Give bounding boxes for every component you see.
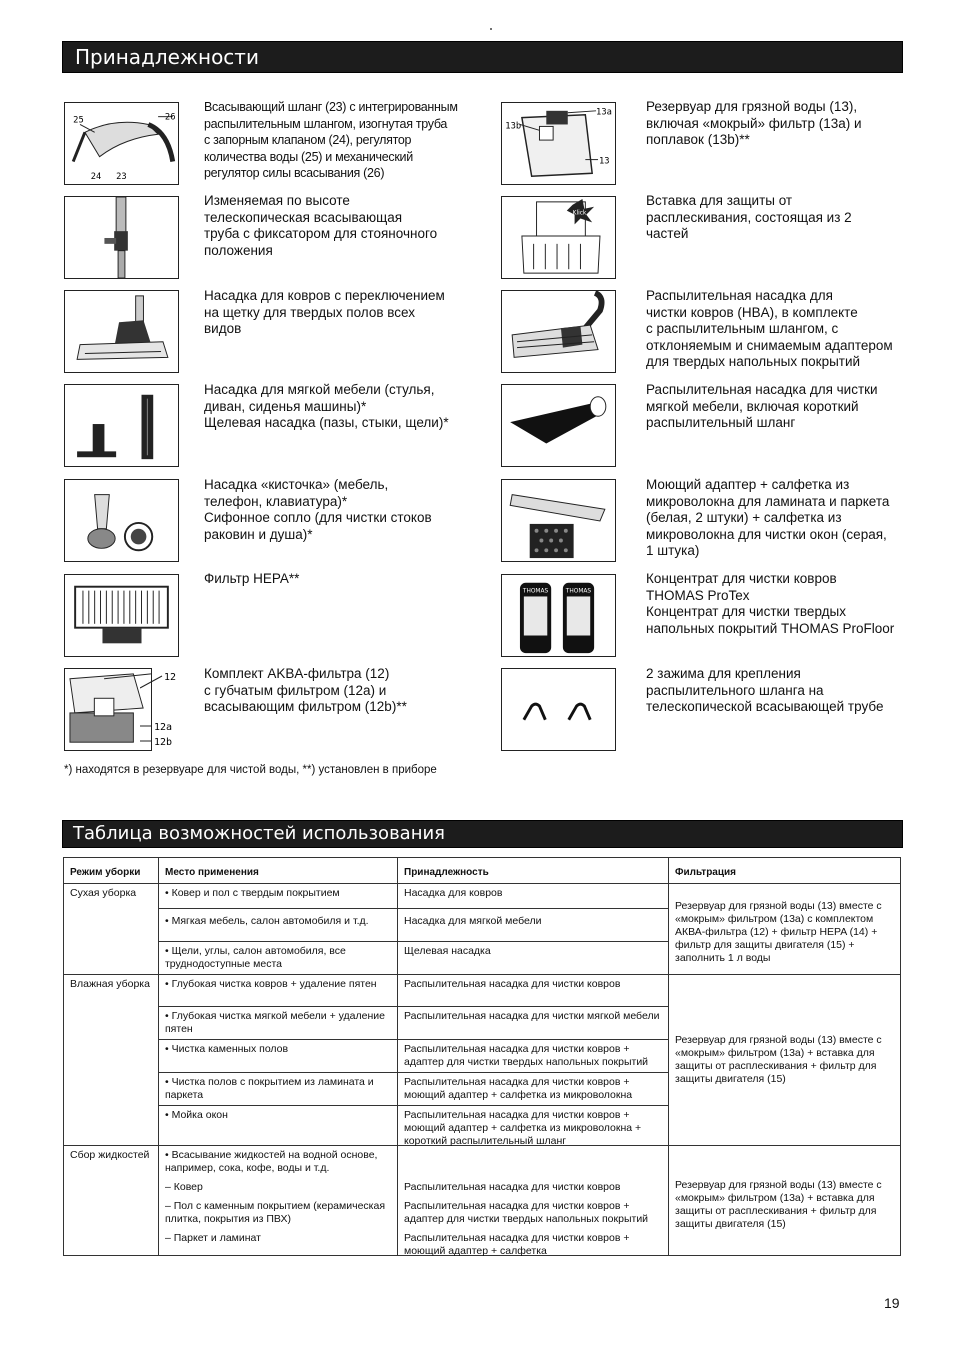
table-row-liquid	[64, 1146, 901, 1256]
list-item: Распылительная насадка для чистки ковров + адаптер для чистки твердых напольных покрытий	[404, 1200, 649, 1225]
list-item: • Чистка полов с покрытием из ламината и паркета	[159, 1072, 397, 1105]
desc-upholstery-nozzle: Насадка для мягкой мебели (стулья, диван, сиденья машины)* Щелевая насадка (пазы, стыки, щели)*	[204, 382, 449, 430]
label-26: 26	[164, 112, 176, 123]
list-item: – Ковер	[165, 1181, 203, 1193]
table-row-wet	[64, 975, 901, 1146]
telescopic-tube-illustration	[64, 196, 179, 279]
label-thomas-1: THOMAS	[522, 588, 549, 595]
splash-guard-insert-illustration	[501, 196, 616, 279]
accessories-liquid	[398, 1146, 669, 1256]
hepa-filter-illustration	[64, 574, 179, 657]
upholstery-crevice-nozzle-illustration	[64, 384, 179, 467]
places-wet	[159, 975, 398, 1146]
list-item: Распылительная насадка для чистки мягкой мебели	[398, 1006, 668, 1039]
list-item: Распылительная насадка для чистки ковров + моющий адаптер + салфетка из микроволокна	[398, 1072, 668, 1105]
desc-hose-clips: 2 зажима для крепления распылительного шланга на телескопической всасывающей трубе	[646, 666, 884, 714]
aqua-filter-set-illustration	[64, 668, 152, 751]
accessories-dry	[398, 884, 669, 975]
label-13a: 13a	[596, 107, 612, 118]
hose-illustration	[64, 102, 179, 185]
label-thomas-2: THOMAS	[565, 588, 592, 595]
aqua-filter-labels	[140, 668, 190, 752]
accessories-wet	[398, 975, 669, 1146]
list-item: Распылительная насадка для чистки ковров + моющий адаптер + салфетка	[404, 1232, 630, 1257]
desc-hose: Всасывающий шланг (23) с интегрированным распылительным шлангом, изогнутая труба с запорным клапаном (24), регулятор количества воды (25) и механический регулятор силы всасывания (26)	[204, 100, 458, 180]
label-13: 13	[599, 156, 610, 167]
list-item: Распылительная насадка для чистки ковров + адаптер для чистки твердых напольных покрытий	[398, 1039, 668, 1072]
places-dry	[159, 884, 398, 975]
desc-spray-carpet-nozzle: Распылительная насадка для чистки ковров (HBA), в комплекте с распылительным шлангом, с отклоняемым и снимаемым адаптером для твердых напольных покрытий	[646, 288, 893, 369]
desc-telescopic-tube: Изменяемая по высоте телескопическая всасывающая труба с фиксатором для стояночного положения	[204, 193, 438, 258]
page-number: 19	[884, 1295, 900, 1311]
desc-aqua-filter: Комплект AKBA-фильтра (12) с губчатым фильтром (12a) и всасывающим фильтром (12b)**	[204, 666, 407, 714]
label-25: 25	[73, 115, 84, 126]
list-item: Насадка для ковров	[404, 887, 503, 899]
label-12b: 12b	[154, 737, 173, 748]
header-filtration: Фильтрация	[669, 858, 901, 884]
list-item: • Щели, углы, салон автомобиля, все труднодоступные места	[159, 941, 397, 974]
label-23: 23	[116, 172, 127, 183]
header-accessory: Принадлежность	[398, 858, 669, 884]
list-item: • Глубокая чистка мягкой мебели + удаление пятен	[159, 1006, 397, 1039]
places-liquid	[159, 1146, 398, 1256]
section-header-accessories	[62, 41, 903, 73]
washing-adapter-illustration	[501, 479, 616, 562]
filtration-liquid: Резервуар для грязной воды (13) вместе с «мокрым» фильтром (13a) + вставка для защиты от расплескивания + фильтр для защиты двигателя (15)	[669, 1146, 901, 1256]
list-item-spacer	[398, 1146, 668, 1178]
desc-brush-nozzle: Насадка «кисточка» (мебель, телефон, клавиатура)* Сифонное сопло (для чистки стоков раковин и душа)*	[204, 477, 432, 542]
usage-table	[63, 857, 901, 1256]
hose-clips-illustration	[501, 668, 616, 751]
list-item: • Всасывание жидкостей на водной основе, например, сока, кофе, воды и т.д.	[165, 1149, 378, 1174]
label-13b: 13b	[505, 121, 522, 132]
section-title: Принадлежности	[75, 45, 259, 69]
table-row-dry	[64, 884, 901, 975]
label-klick: Klick	[572, 210, 587, 217]
list-item: Распылительная насадка для чистки ковров	[404, 1181, 621, 1193]
list-item: • Чистка каменных полов	[159, 1039, 397, 1072]
desc-carpet-nozzle: Насадка для ковров с переключением на щетку для твердых полов всех видов	[204, 288, 445, 336]
list-item: • Глубокая чистка ковров + удаление пятен	[165, 978, 377, 990]
scan-dot	[490, 28, 492, 30]
desc-hepa-filter: Фильтр HEPA**	[204, 571, 300, 586]
label-12a: 12a	[154, 722, 173, 733]
label-12: 12	[164, 672, 177, 683]
header-mode: Режим уборки	[64, 858, 159, 884]
section-header-usage-table	[62, 820, 903, 848]
desc-concentrates: Концентрат для чистки ковров THOMAS ProTex Концентрат для чистки твердых напольных покрытий THOMAS ProFloor	[646, 571, 895, 636]
filtration-dry: Резервуар для грязной воды (13) вместе с «мокрым» фильтром (13a) с комплектом АКВА-фильтра (12) + фильтр HEPA (14) + фильтр для защиты двигателя (15) + заполнить 1 л воды	[669, 884, 901, 975]
list-item: • Ковер и пол с твердым покрытием	[165, 887, 340, 899]
mode-dry: Сухая уборка	[64, 884, 159, 975]
cleaning-concentrates-illustration	[501, 574, 616, 657]
list-item: • Мягкая мебель, салон автомобиля и т.д.	[159, 908, 397, 941]
filtration-wet: Резервуар для грязной воды (13) вместе с «мокрым» фильтром (13a) + вставка для защиты от расплескивания + фильтр для защиты двигателя (15)	[669, 975, 901, 1146]
spray-upholstery-nozzle-illustration	[501, 384, 616, 467]
list-item: • Мойка окон	[159, 1105, 397, 1145]
header-place: Место применения	[159, 858, 398, 884]
desc-dirty-water-tank: Резервуар для грязной воды (13), включая «мокрый» фильтр (13a) и поплавок (13b)**	[646, 99, 862, 147]
desc-washing-adapter: Моющий адаптер + салфетка из микроволокна для ламината и паркета (белая, 2 штуки) + салфетка из микроволокна для чистки окон (серая, 1 штука)	[646, 477, 890, 558]
list-item: Щелевая насадка	[398, 941, 668, 974]
section-title: Таблица возможностей использования	[73, 823, 445, 844]
list-item: Распылительная насадка для чистки ковров + моющий адаптер + салфетка из микроволокна + короткий распылительный шланг	[398, 1105, 668, 1145]
list-item: – Паркет и ламинат	[165, 1232, 261, 1244]
dirty-water-tank-illustration	[501, 102, 616, 185]
mode-wet: Влажная уборка	[64, 975, 159, 1146]
list-item: Насадка для мягкой мебели	[398, 908, 668, 941]
desc-spray-upholstery-nozzle: Распылительная насадка для чистки мягкой мебели, включая короткий распылительный шланг	[646, 382, 878, 430]
table-header-row	[64, 858, 901, 884]
footnote: *) находятся в резервуаре для чистой воды, **) установлен в приборе	[64, 764, 437, 776]
carpet-nozzle-illustration	[64, 290, 179, 373]
list-item: – Пол с каменным покрытием (керамическая плитка, покрытия из ПВХ)	[165, 1200, 386, 1225]
desc-splash-guard: Вставка для защиты от расплескивания, состоящая из 2 частей	[646, 193, 852, 241]
spray-carpet-nozzle-illustration	[501, 290, 616, 373]
list-item: Распылительная насадка для чистки ковров	[404, 978, 621, 990]
brush-siphon-nozzle-illustration	[64, 479, 179, 562]
label-24: 24	[90, 172, 102, 183]
mode-liquid: Сбор жидкостей	[64, 1146, 159, 1256]
